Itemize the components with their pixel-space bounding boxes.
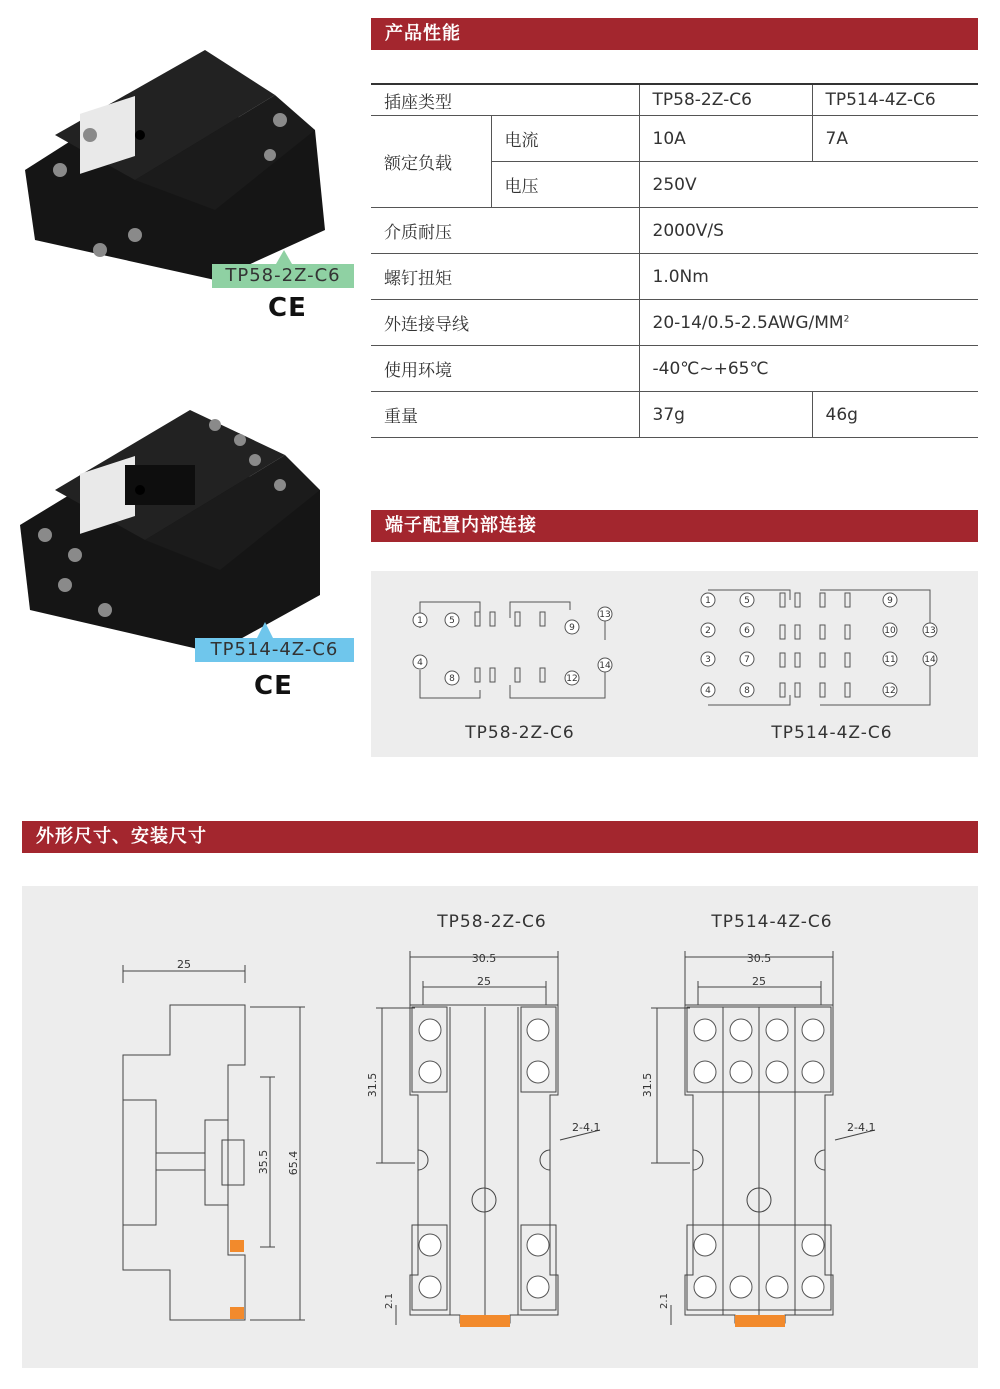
tag-pointer-icon xyxy=(257,622,273,638)
terminal-label: 7 xyxy=(744,655,750,665)
product-photo-tp514 xyxy=(15,395,335,655)
dimension-caption-tp58: TP58-2Z-C6 xyxy=(437,912,547,932)
dim-label: 35.5 xyxy=(257,1149,270,1175)
dim-label: 31.5 xyxy=(641,1072,654,1098)
terminal-label: 1 xyxy=(417,616,423,626)
dim-label: 30.5 xyxy=(746,952,772,965)
terminal-label: 4 xyxy=(705,686,711,696)
table-row xyxy=(371,116,978,162)
table-cell: 额定负载 xyxy=(371,116,491,208)
dim-label: 2-4.1 xyxy=(847,1121,876,1134)
dim-label: 25 xyxy=(752,975,766,988)
terminal-label: 1 xyxy=(705,596,711,606)
terminal-label: 12 xyxy=(566,674,578,684)
superscript: 2 xyxy=(843,313,850,324)
table-cell: 1.0Nm xyxy=(639,254,978,300)
table-cell: 2000V/S xyxy=(639,208,978,254)
terminal-label: 14 xyxy=(924,655,936,665)
wiring-caption-tp514: TP514-4Z-C6 xyxy=(771,723,893,743)
product-tag-tp514: TP514-4Z-C6 xyxy=(195,638,354,662)
terminal-label: 6 xyxy=(744,626,750,636)
table-row xyxy=(371,392,978,438)
table-row xyxy=(371,254,978,300)
terminal-label: 3 xyxy=(705,655,711,665)
table-cell: 使用环境 xyxy=(371,346,639,392)
table-cell: 介质耐压 xyxy=(371,208,639,254)
tag-pointer-icon xyxy=(276,250,292,264)
dim-label: 2.1 xyxy=(659,1293,670,1309)
table-cell: 电流 xyxy=(491,116,639,162)
table-cell: 外连接导线 xyxy=(371,300,639,346)
table-cell: 螺钉扭矩 xyxy=(371,254,639,300)
table-cell: 10A xyxy=(639,116,812,162)
terminal-label: 10 xyxy=(884,626,896,636)
terminal-label: 13 xyxy=(924,626,936,636)
table-row xyxy=(371,84,978,116)
dim-label: 30.5 xyxy=(471,952,497,965)
table-header-cell: TP514-4Z-C6 xyxy=(812,84,978,116)
dim-label: 31.5 xyxy=(366,1072,379,1098)
table-cell: 插座类型 xyxy=(371,84,639,116)
table-header-cell: TP58-2Z-C6 xyxy=(639,84,812,116)
wiring-caption-tp58: TP58-2Z-C6 xyxy=(465,723,575,743)
terminal-label: 4 xyxy=(417,658,423,668)
product-photo-tp58 xyxy=(15,40,335,280)
dim-label: 65.4 xyxy=(287,1150,300,1176)
product-tag-tp58: TP58-2Z-C6 xyxy=(212,264,354,288)
table-cell: -40℃~+65℃ xyxy=(639,346,978,392)
terminal-label: 5 xyxy=(744,596,750,606)
terminal-label: 13 xyxy=(599,610,611,620)
dim-label: 25 xyxy=(177,958,191,971)
terminal-label: 11 xyxy=(884,655,896,665)
table-cell xyxy=(639,300,978,346)
section-title-dimensions: 外形尺寸、安装尺寸 xyxy=(22,821,978,853)
dim-label: 25 xyxy=(477,975,491,988)
terminal-label: 8 xyxy=(449,674,455,684)
table-row xyxy=(371,346,978,392)
table-cell: 37g xyxy=(639,392,812,438)
table-cell: 46g xyxy=(812,392,978,438)
ce-mark: CE xyxy=(254,671,293,701)
table-cell: 重量 xyxy=(371,392,639,438)
table-cell: 250V xyxy=(639,162,978,208)
top-view-tp58 xyxy=(360,945,620,1345)
table-row xyxy=(371,208,978,254)
terminal-label: 14 xyxy=(599,661,611,671)
terminal-label: 2 xyxy=(705,626,711,636)
dim-label: 2-4.1 xyxy=(572,1121,601,1134)
wiring-diagram-tp514 xyxy=(690,585,950,715)
terminal-label: 12 xyxy=(884,686,896,696)
table-row xyxy=(371,300,978,346)
terminal-label: 9 xyxy=(569,623,575,633)
spec-table xyxy=(371,83,978,438)
top-view-tp514 xyxy=(635,945,895,1345)
table-cell: 7A xyxy=(812,116,978,162)
dimension-caption-tp514: TP514-4Z-C6 xyxy=(711,912,833,932)
ce-mark: CE xyxy=(268,293,307,323)
wire-value: 20-14/0.5-2.5AWG/MM xyxy=(652,312,844,333)
section-title-terminal: 端子配置内部连接 xyxy=(371,510,978,542)
terminal-label: 5 xyxy=(449,616,455,626)
section-title-performance: 产品性能 xyxy=(371,18,978,50)
table-cell: 电压 xyxy=(491,162,639,208)
terminal-label: 8 xyxy=(744,686,750,696)
wiring-diagram-tp58 xyxy=(400,590,630,705)
dim-label: 2.1 xyxy=(384,1293,395,1309)
side-view-drawing xyxy=(110,955,310,1345)
terminal-label: 9 xyxy=(887,596,893,606)
